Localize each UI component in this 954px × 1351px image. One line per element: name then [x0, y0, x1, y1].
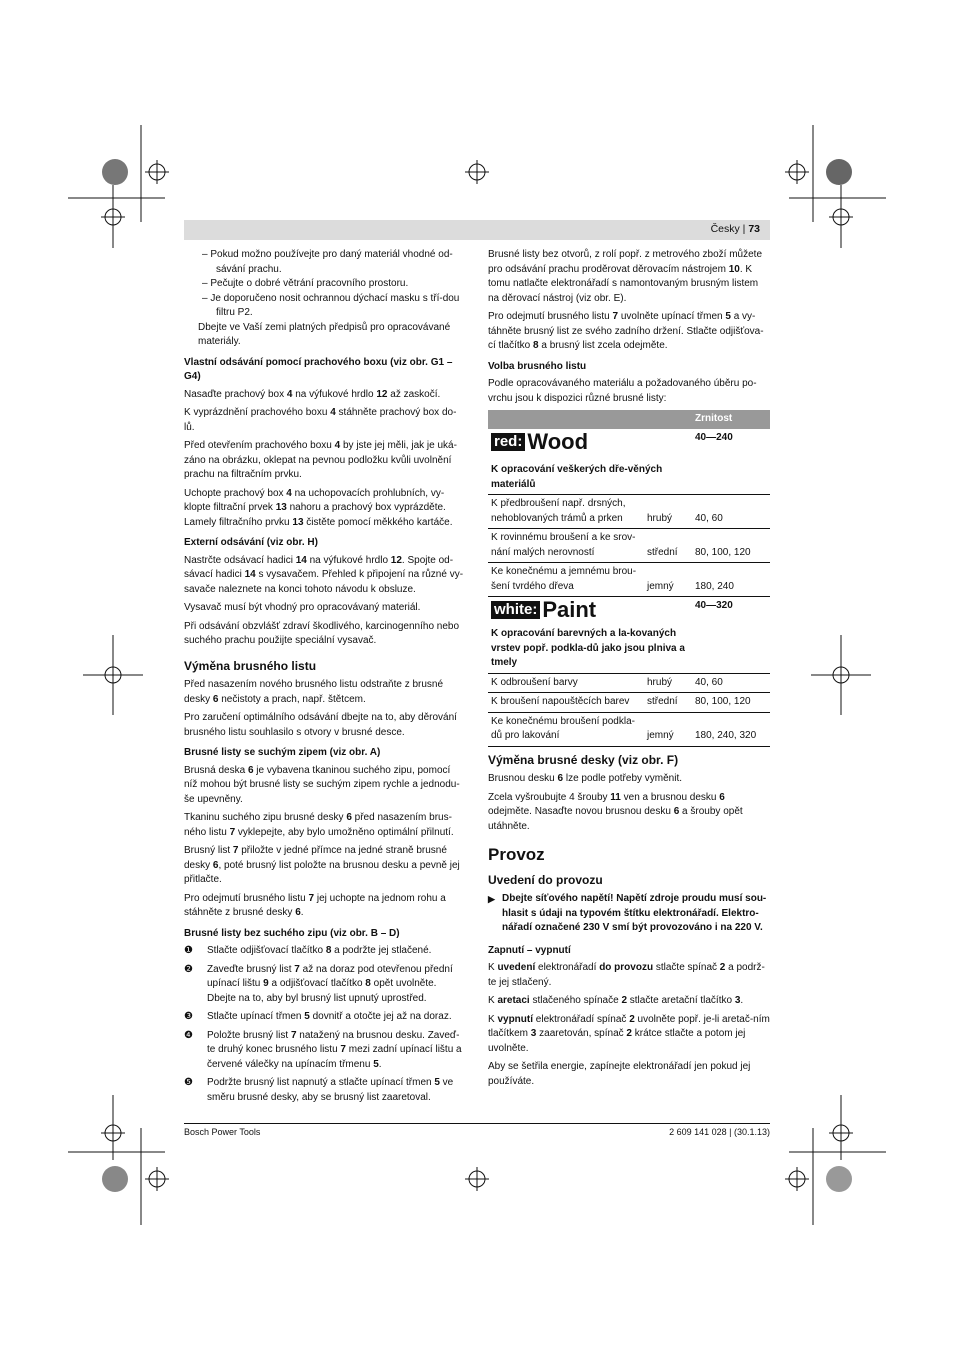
- section-heading: Zapnutí – vypnutí: [488, 944, 571, 956]
- paragraph: Vysavač musí být vhodný pro opracovávaný materiál.: [184, 602, 421, 613]
- paragraph: Podle opracovávaného materiálu a požadovaného úběru po-vrchu jsou k dispozici různé brusné listy:: [488, 378, 757, 404]
- paragraph: Pro odejmutí brusného listu 7 uvolněte upínací třmen 5 a vy-táhněte brusný list ze svého zadního držení. Stlačte odjišťova-cí tlačítko 8 a brusný list zcela odejměte.: [488, 311, 764, 351]
- page-number: 73: [748, 223, 760, 235]
- paragraph: Brusný list 7 přiložte v jedné přímce na jedné straně brusné desky 6, poté brusný list položte na brusnou desku a pevně jej přitlačte.: [184, 845, 460, 885]
- section-heading: Brusné listy se suchým zipem (viz obr. A): [184, 747, 381, 758]
- step-1: ❶ Stlačte odjišťovací tlačítko 8 a podržte jej stlačené.: [184, 945, 432, 956]
- paragraph: Brusná deska 6 je vybavena tkaninou suchého zipu, pomocí níž mohou být brusné listy se suchým zipem rychle a jednodu-še upevněny.: [184, 764, 460, 805]
- section-heading: Výměna brusného listu: [184, 658, 317, 673]
- table-row: K broušení napouštěcích barev střední 80, 100, 120: [488, 693, 770, 713]
- table-header-row: [488, 410, 770, 429]
- paragraph: Nasaďte prachový box 4 na výfukové hrdlo 12 až zaskočí.: [184, 388, 441, 400]
- red-wood-logo: red: Wood: [491, 431, 689, 453]
- table-row: K rovinnému broušení a ke srov-nání malých nerovností střední 80, 100, 120: [488, 529, 770, 563]
- section-heading: Výměna brusné desky (viz obr. F): [488, 752, 679, 767]
- table-row: red: Wood K opracování veškerých dře-věných materiálů 40—240: [488, 429, 770, 495]
- section-heading: Brusné listy bez suchého zipu (viz obr. B – D): [184, 927, 400, 939]
- section-heading: Vlastní odsávání pomocí prachového boxu (viz obr. G1 – G4): [184, 356, 453, 382]
- paragraph: Brusné listy bez otvorů, z rolí popř. z metrového zboží můžete pro odsávání prachu proděrovat děrovacím nástrojem 10. K tomu natlačte elektronářadí s namontovaným brusným listem na děrovací nástroj (viz obr. E).: [488, 249, 763, 304]
- table-row: K předbroušení např. drsných, nehoblovaných trámů a prken hrubý 40, 60: [488, 495, 770, 529]
- paragraph: Tkaninu suchého zipu brusné desky 6 před nasazením brus-ného listu 7 vyklepejte, aby bylo umožněno optimální přilnutí.: [184, 812, 454, 838]
- step-3: ❸ Stlačte upínací třmen 5 dovnitř a otočte jej až na doraz.: [184, 1011, 452, 1022]
- footer-left: Bosch Power Tools: [184, 1127, 261, 1137]
- table-row: white: Paint K opracování barevných a la-kovaných vrstev popř. podkla-dů jako jsou plniva a tmely 40—320: [488, 597, 770, 674]
- step-4: ❹ Položte brusný list 7 natažený na brusnou desku. Zaveď-te druhý konec brusného listu 7 mezi zadní upínací lištu a červené válečky na upínacím třmenu 5.: [184, 1029, 462, 1070]
- table-row: Ke konečnému a jemnému brou-šení tvrdého dřeva jemný 180, 240: [488, 563, 770, 597]
- table-row: K odbroušení barvy hrubý 40, 60: [488, 673, 770, 693]
- section-heading: Volba brusného listu: [488, 360, 587, 372]
- list-item: – Je doporučeno nosit ochrannou dýchací masku s tří-dou filtru P2.: [202, 292, 460, 318]
- left-column: [184, 248, 466, 1109]
- paragraph: Brusnou desku 6 lze podle potřeby vyměnit.: [488, 773, 683, 784]
- footer-right: 2 609 141 028 | (30.1.13): [669, 1127, 770, 1137]
- step-2: ❷ Zaveďte brusný list 7 až na doraz pod otevřenou přední upínací lištu 9 a odjišťovací tlačítko 8 opět uvolněte. Dbejte na to, aby byl brusný list upnutý uprostřed.: [184, 963, 453, 1004]
- paragraph: Aby se šetřila energie, zapínejte elektronářadí jen pokud jej používáte.: [488, 1061, 751, 1087]
- paragraph: K uvedení elektronářadí do provozu stlačte spínač 2 a podrž-te jej stlačený.: [488, 962, 765, 988]
- chapter-heading: Provoz: [488, 845, 545, 864]
- paragraph: Nastrčte odsávací hadici 14 na výfukové hrdlo 12. Spojte od-sávací hadici 14 s vysavačem. Přehled k připojení na různé vy-savače naleznete na konci tohoto návodu k obsluze.: [184, 554, 464, 595]
- white-paint-logo: white: Paint: [491, 599, 689, 621]
- paragraph: Před nasazením nového brusného listu odstraňte z brusné desky 6 nečistoty a prach, např. štětcem.: [184, 679, 444, 705]
- table-row: Ke konečnému broušení podkla-dů pro lakování jemný 180, 240, 320: [488, 712, 770, 746]
- paragraph: Pro zaručení optimálního odsávání dbejte na to, aby děrování brusného listu souhlasilo s otvory v brusné desce.: [184, 712, 457, 738]
- paragraph: Zcela vyšroubujte 4 šrouby 11 ven a brusnou desku 6 odejměte. Nasaďte novou brusnou desku 6 a šrouby opět utáhněte.: [488, 791, 743, 832]
- list-item: – Pokud možno používejte pro daný materiál vhodné od-sávání prachu.: [202, 249, 453, 275]
- section-heading: Uvedení do provozu: [488, 872, 603, 887]
- triangle-bullet-icon: ▶: [488, 894, 495, 904]
- grit-table: [488, 410, 770, 747]
- paragraph: K vypnutí elektronářadí spínač 2 uvolněte popř. je-li aretač-ním tlačítkem 3 zaaretován, spínač 2 krátce stlačte a potom jej uvolněte.: [488, 1013, 770, 1054]
- header-language: Česky: [710, 223, 740, 235]
- warning-item: ▶ Dbejte síťového napětí! Napětí zdroje proudu musí sou-hlasit s údaji na typovém štítku elektronářadí. Elektro-nářadí označené 230 V smí být provozováno i na 220 V.: [488, 893, 767, 933]
- section-heading: Externí odsávání (viz obr. H): [184, 537, 318, 548]
- table-header: Zrnitost: [692, 410, 770, 429]
- footer-rule: [184, 1123, 770, 1124]
- paragraph: K aretaci stlačeného spínače 2 stlačte aretační tlačítko 3.: [488, 995, 744, 1006]
- list-item: – Pečujte o dobré větrání pracovního prostoru.: [202, 278, 409, 289]
- paragraph: K vyprázdnění prachového boxu 4 stáhněte prachový box do-lů.: [184, 407, 457, 433]
- paragraph: Pro odejmutí brusného listu 7 jej uchopte na jednom rohu a stáhněte z brusné desky 6.: [184, 892, 446, 918]
- paragraph: Při odsávání obzvlášť zdraví škodlivého, karcinogenního nebo suchého prachu použijte speciální vysavač.: [184, 620, 460, 646]
- paragraph: Dbejte ve Vaší zemi platných předpisů pro opracovávané materiály.: [198, 321, 451, 347]
- paragraph: Před otevřením prachového boxu 4 by jste jej měli, jak je uká-záno na obrázku, oklepat na pevnou podložku kvůli uvolnění prachu na filtračním prvku.: [184, 440, 457, 480]
- page-header: Česky | 73: [184, 220, 770, 240]
- paragraph: Uchopte prachový box 4 na uchopovacích prohlubních, vy-klopte filtrační prvek 13 nahoru a prachový box vyprázděte. Lamely filtračního prvku 13 čistěte pomocí měkkého kartáče.: [184, 487, 453, 528]
- step-5: ❺ Podržte brusný list napnutý a stlačte upínací třmen 5 ve směru brusné desky, aby se brusný list zaaretoval.: [184, 1077, 454, 1103]
- right-column: [488, 248, 770, 1093]
